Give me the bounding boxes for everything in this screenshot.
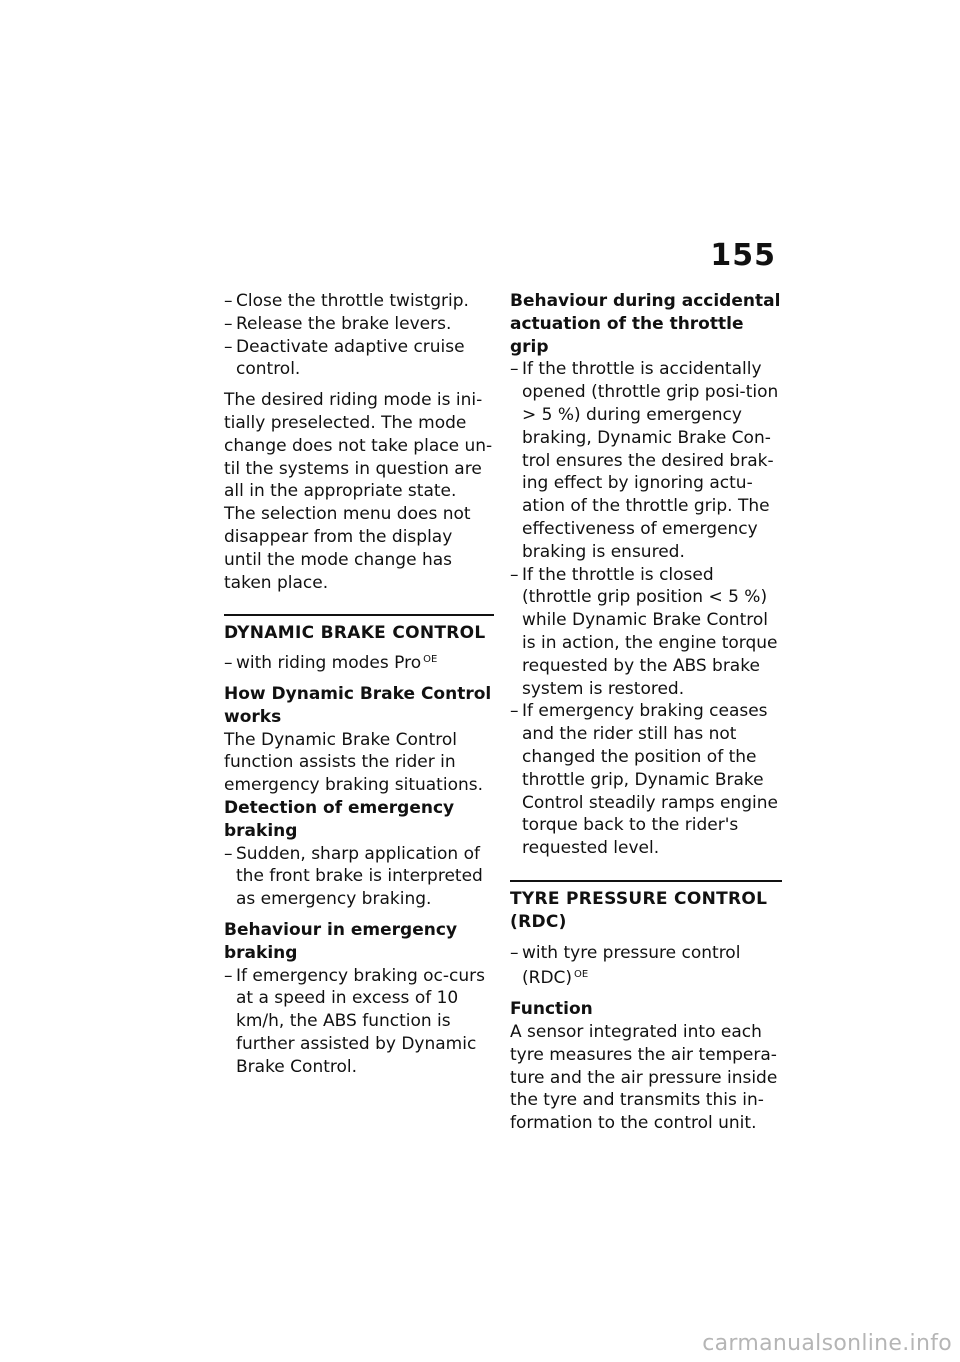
list-item: – Close the throttle twistgrip.	[224, 291, 469, 311]
subheading-behaviour: Behaviour in emergency braking	[224, 919, 458, 963]
list-item: – If emergency braking oc-curs at a speed in excess of 10 km/h, the ABS function is further assisted by Dynamic Brake Control.	[224, 965, 485, 1077]
list-item: – with riding modes Pro $^{OE}$	[224, 653, 438, 674]
section-title-dbc: DYNAMIC BRAKE CONTROL	[224, 614, 494, 645]
list-item: – with tyre pressure control (RDC) $^{OE}$	[510, 942, 741, 989]
subheading-function: Function	[510, 999, 593, 1020]
list-item: – If the throttle is closed (throttle grip position < 5 %) while Dynamic Brake Control is in action, the engine torque requested by the ABS brake system is restored.	[510, 564, 778, 699]
right-column	[510, 290, 782, 1135]
subheading-how: How Dynamic Brake Control works	[224, 683, 492, 727]
paragraph-how: The Dynamic Brake Control function assists the rider in emergency braking situations.	[224, 729, 484, 796]
optional-equipment-mark: OE	[423, 654, 438, 666]
paragraph-menu: The selection menu does not disappear from the display until the mode change has taken place.	[224, 504, 471, 593]
page-number: 155	[710, 238, 776, 273]
list-item: – Deactivate adaptive cruise control.	[224, 336, 465, 380]
left-column	[224, 290, 494, 1079]
section-title-rdc: TYRE PRESSURE CONTROL (RDC)	[510, 880, 782, 934]
list-item: – If the throttle is accidentally opened (throttle grip posi-tion > 5 %) during emergency braking, Dynamic Brake Con-trol ensures the desired brak-ing effect by ignoring actu-ation of the throttle grip. The effectiveness of emergency braking is ensured.	[510, 359, 779, 562]
list-item: – Sudden, sharp application of the front brake is interpreted as emergency braking.	[224, 843, 483, 910]
paragraph-function: A sensor integrated into each tyre measures the air tempera-ture and the air pressure inside the tyre and transmits this in-formation to the control unit.	[510, 1021, 778, 1134]
list-item: – Release the brake levers.	[224, 313, 452, 334]
subheading-detection: Detection of emergency braking	[224, 797, 455, 841]
paragraph-preselect: The desired riding mode is ini-tially preselected. The mode change does not take place un-til the systems in question are all in the appropriate state.	[224, 390, 493, 502]
list-item: – If emergency braking ceases and the rider still has not changed the position of the throttle grip, Dynamic Brake Control steadily ramps engine torque back to the rider's requested level.	[510, 701, 778, 859]
watermark: carmanualsonline.info	[702, 1331, 952, 1356]
subheading-accidental: Behaviour during accidental actuation of the throttle grip	[510, 291, 781, 357]
optional-equipment-mark: OE	[574, 969, 589, 981]
